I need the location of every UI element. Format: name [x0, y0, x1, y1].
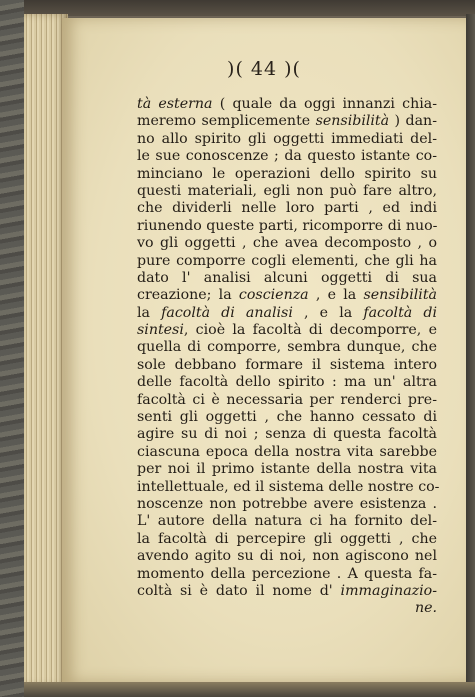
- text-line: [137, 339, 437, 356]
- text-line: [137, 131, 437, 148]
- italic-text: sensibilità: [315, 113, 390, 130]
- italic-text: immaginazio-: [340, 582, 437, 599]
- italic-text: sensibilità: [363, 287, 437, 304]
- page-body-text: [137, 96, 440, 618]
- text-segment: creazione; la: [137, 287, 239, 304]
- text-line: [137, 531, 437, 548]
- text-segment: agire su di noi ; senza di questa facoltà: [137, 426, 437, 443]
- text-segment: minciano le operazioni dello spirito su: [137, 165, 437, 182]
- text-line: [137, 148, 437, 165]
- italic-text: tà esterna: [137, 96, 213, 112]
- book-cover-top: [0, 0, 475, 16]
- text-segment: quella di comporre, sembra dunque, che: [137, 339, 437, 356]
- text-line: [137, 566, 437, 583]
- text-line: [137, 270, 437, 287]
- text-segment: riunendo queste parti, ricomporre di nuo-: [137, 217, 438, 234]
- text-segment: per noi il primo istante della nostra vita: [137, 461, 437, 478]
- text-line: [137, 183, 437, 200]
- text-segment: L' autore della natura ci ha fornito del-: [137, 513, 437, 530]
- text-segment: ( quale da oggi innanzi chia-: [212, 96, 437, 112]
- text-line: [137, 322, 437, 339]
- text-segment: sole debbano formare il sistema intero: [137, 356, 437, 373]
- page-number: )( 44 )(: [227, 58, 301, 80]
- book-spine-binding: [0, 0, 24, 697]
- text-line: [137, 600, 437, 617]
- text-line: [137, 218, 437, 235]
- text-segment: , cioè la facoltà di decomporre, e: [183, 322, 437, 339]
- text-line: [137, 409, 437, 426]
- text-segment: pure comporre cogli elementi, che gli ha: [137, 252, 437, 269]
- text-line: [137, 96, 437, 113]
- text-line: [137, 253, 437, 270]
- text-segment: coltà si è dato il nome d': [137, 582, 341, 599]
- italic-text: sintesi: [137, 322, 184, 339]
- book-bottom-edge: [24, 682, 475, 697]
- text-segment: intellettuale, ed il sistema delle nostre co-: [137, 478, 440, 495]
- italic-text: facoltà di: [363, 304, 437, 321]
- italic-text: coscienza: [238, 287, 309, 304]
- text-segment: , e la: [308, 287, 364, 304]
- text-line: [137, 461, 437, 478]
- text-segment: le sue conoscenze ; da questo istante co-: [137, 148, 437, 165]
- text-line: [137, 444, 437, 461]
- text-line: [137, 287, 437, 304]
- text-line: [137, 235, 437, 252]
- text-line: [137, 200, 437, 217]
- text-segment: che dividerli nelle loro parti , ed indi: [137, 200, 437, 217]
- text-line: [137, 357, 437, 374]
- text-line: [137, 583, 437, 600]
- text-line: [137, 426, 437, 443]
- text-segment: senti gli oggetti , che hanno cessato di: [137, 409, 437, 426]
- text-line: [137, 392, 437, 409]
- text-segment: questi materiali, egli non può fare altro,: [137, 182, 437, 199]
- text-line: [137, 113, 437, 130]
- text-segment: no allo spirito gli oggetti immediati del-: [137, 130, 437, 147]
- book-right-edge: [466, 14, 475, 686]
- text-segment: meremo semplicemente: [137, 113, 316, 130]
- text-line: [137, 496, 437, 513]
- text-segment: ciascuna epoca della nostra vita sarebbe: [137, 443, 437, 460]
- text-line: [137, 166, 437, 183]
- italic-text: facoltà di analisi: [161, 304, 293, 321]
- text-segment: delle facoltà dello spirito : ma un' altra: [137, 374, 437, 391]
- text-segment: vo gli oggetti , che avea decomposto , o: [137, 235, 437, 252]
- italic-text: ne.: [414, 600, 437, 617]
- text-segment: , e la: [292, 304, 364, 321]
- text-segment: ) dan-: [389, 113, 437, 130]
- text-line: [137, 478, 440, 496]
- text-segment: momento della percezione . A questa fa-: [137, 565, 437, 582]
- text-line: [137, 548, 437, 565]
- text-segment: avendo agito su di noi, non agiscono nel: [137, 548, 437, 565]
- text-segment: la: [137, 304, 162, 321]
- text-segment: noscenze non potrebbe avere esistenza .: [137, 495, 437, 512]
- text-segment: facoltà ci è necessaria per renderci pre-: [137, 391, 437, 408]
- text-line: [137, 374, 437, 391]
- text-segment: la facoltà di percepire gli oggetti , che: [137, 530, 437, 547]
- text-line: [137, 513, 437, 530]
- text-segment: dato l' analisi alcuni oggetti di sua: [137, 269, 437, 286]
- text-line: [137, 305, 437, 322]
